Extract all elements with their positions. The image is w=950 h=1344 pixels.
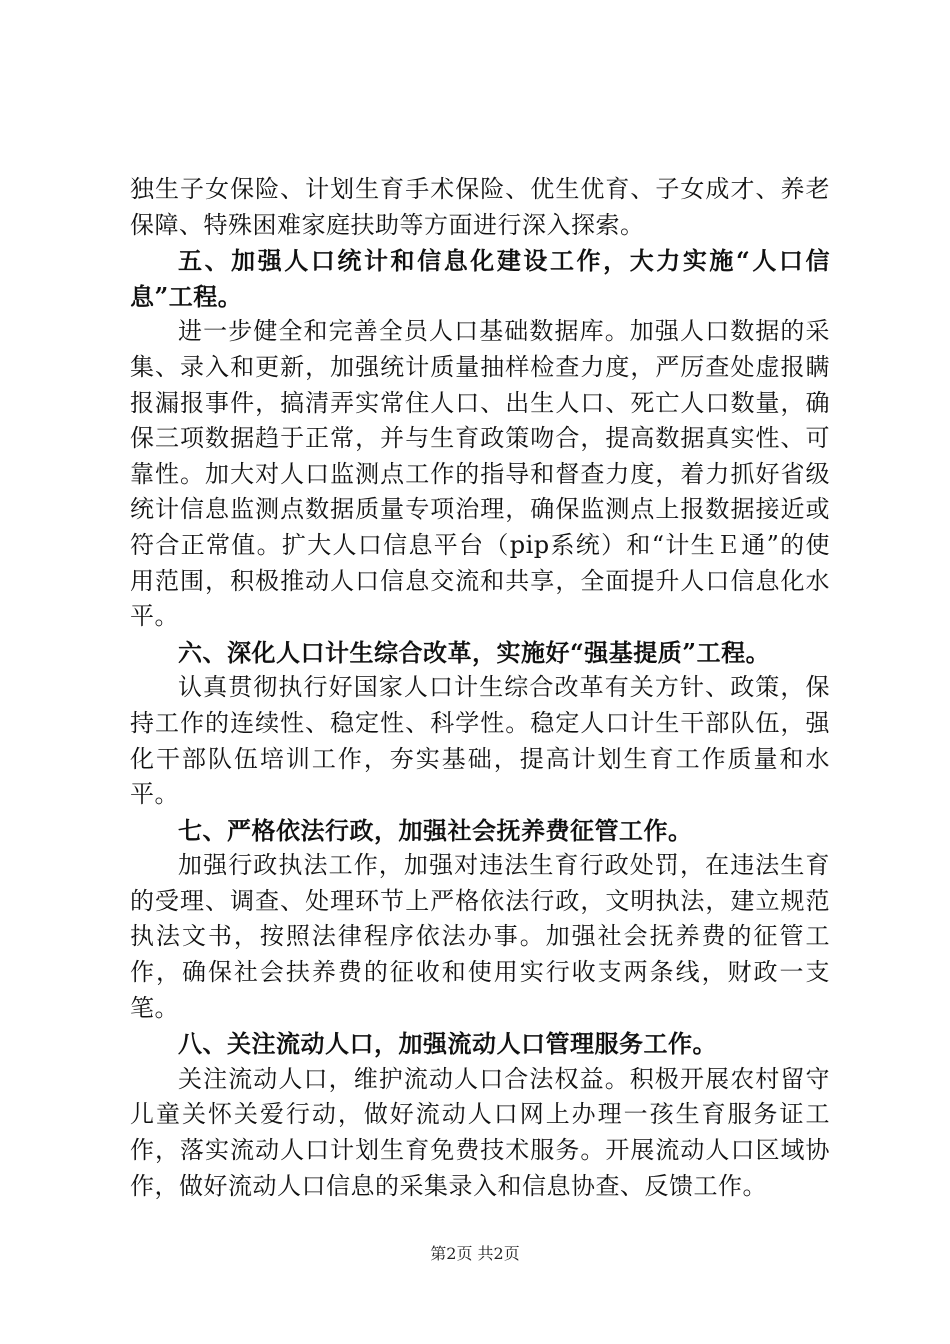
section-heading-8: 八、关注流动人口，加强流动人口管理服务工作。 bbox=[178, 1029, 717, 1059]
section-heading-7: 七、严格依法行政，加强社会抚养费征管工作。 bbox=[178, 815, 693, 845]
paragraph-continuation: 独生子女保险、计划生育手术保险、优生优育、子女成才、养老保障、特殊困难家庭扶助等方面进行深入探索。 bbox=[130, 175, 830, 239]
paragraph-section-8: 关注流动人口，维护流动人口合法权益。积极开展农村留守儿童关怀关爱行动，做好流动人口网上办理一孩生育服务证工作，落实流动人口计划生育免费技术服务。开展流动人口区域协作，做好流动人口信息的采集录入和信息协查、反馈工作。 bbox=[130, 1064, 830, 1200]
paragraph-section-7: 加强行政执法工作，加强对违法生育行政处罚，在违法生育的受理、调查、处理环节上严格依法行政，文明执法，建立规范执法文书，按照法律程序依法办事。加强社会抚养费的征管工作，确保社会扶养费的征收和使用实行收支两条线，财政一支笔。 bbox=[130, 851, 830, 1022]
paragraph-section-5: 进一步健全和完善全员人口基础数据库。加强人口数据的采集、录入和更新，加强统计质量抽样检查力度，严厉查处虚报瞒报漏报事件，搞清弄实常住人口、出生人口、死亡人口数量，确保三项数据趋于正常，并与生育政策吻合，提高数据真实性、可靠性。加大对人口监测点工作的指导和督查力度，着力抓好省级统计信息监测点数据质量专项治理，确保监测点上报数据接近或符合正常值。扩大人口信息平台（pip系统）和“计生Ｅ通”的使用范围，积极推动人口信息交流和共享，全面提升人口信息化水平。 bbox=[130, 317, 830, 631]
page-number-footer: 第2页 共2页 bbox=[430, 1244, 520, 1263]
section-heading-6: 六、深化人口计生综合改革，实施好“强基提质”工程。 bbox=[178, 637, 771, 667]
paragraph-section-6: 认真贯彻执行好国家人口计生综合改革有关方针、政策，保持工作的连续性、稳定性、科学性。稳定人口计生干部队伍，强化干部队伍培训工作，夯实基础，提高计划生育工作质量和水平。 bbox=[130, 673, 830, 809]
section-heading-5: 五、加强人口统计和信息化建设工作，大力实施“人口信息”工程。 bbox=[130, 246, 830, 311]
document-body bbox=[130, 172, 830, 1204]
